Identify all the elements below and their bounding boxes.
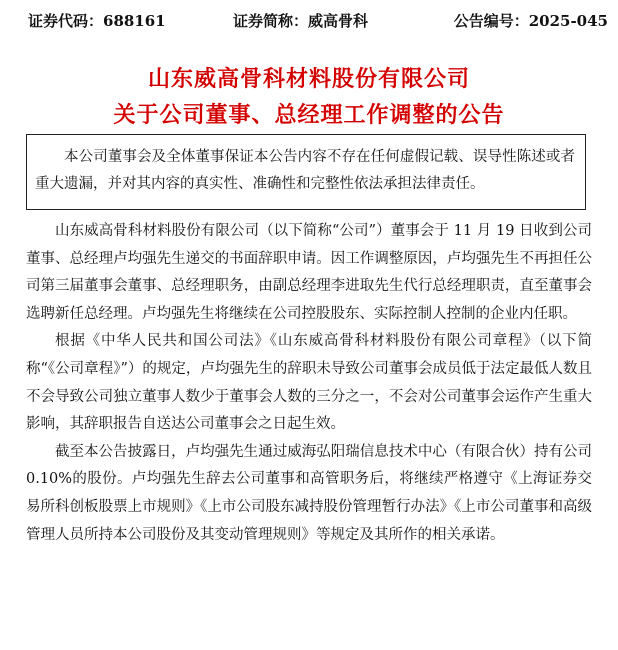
document-header (28, 10, 608, 32)
paragraph-legal-basis: 根据《中华人民共和国公司法》《山东威高骨科材料股份有限公司章程》（以下简称“《公司章程》”）的规定，卢均强先生的辞职未导致公司董事会成员低于法定最低人数且不会导致公司独立董事人数少于董事会人数的三分之一，不会对公司董事会运作产生重大影响，其辞职报告自送达公司董事会之日起生效。 (26, 333, 592, 433)
disclaimer-text: 本公司董事会及全体董事保证本公告内容不存在任何虚假记载、误导性陈述或者重大遗漏，并对其内容的真实性、准确性和完整性依法承担法律责任。 (35, 149, 575, 192)
company-name-title: 山东威高骨科材料股份有限公司 (147, 67, 470, 92)
paragraph-resignation: 山东威高骨科材料股份有限公司（以下简称“公司”）董事会于 11 月 19 日收到公司董事、总经理卢均强先生递交的书面辞职申请。因工作调整原因，卢均强先生不再担任公司第三届董事会董事、总经理职务，由副总经理李进取先生代行总经理职责，直至董事会选聘新任总经理。卢均强先生将继续在公司控股股东、实际控制人控制的企业内任职。 (26, 223, 592, 322)
announcement-number: 公告编号：2025-045 (453, 12, 608, 30)
paragraph-shareholding: 截至本公告披露日，卢均强先生通过威海弘阳瑞信息技术中心（有限合伙）持有公司 0.10%的股份。卢均强先生辞去公司董事和高管职务后，将继续严格遵守《上海证券交易所科创板股票上市规则》《上市公司股东减持股份管理暂行办法》《上市公司董事和高级管理人员所持本公司股份及其变动管理规则》等规定及其所作的相关承诺。 (26, 443, 592, 543)
disclaimer-box (26, 134, 586, 210)
stock-code: 证券代码：688161 (28, 12, 166, 30)
announcement-title: 关于公司董事、总经理工作调整的公告 (113, 103, 505, 128)
stock-abbreviation: 证券简称：威高骨科 (233, 12, 369, 30)
announcement-body (26, 218, 592, 549)
